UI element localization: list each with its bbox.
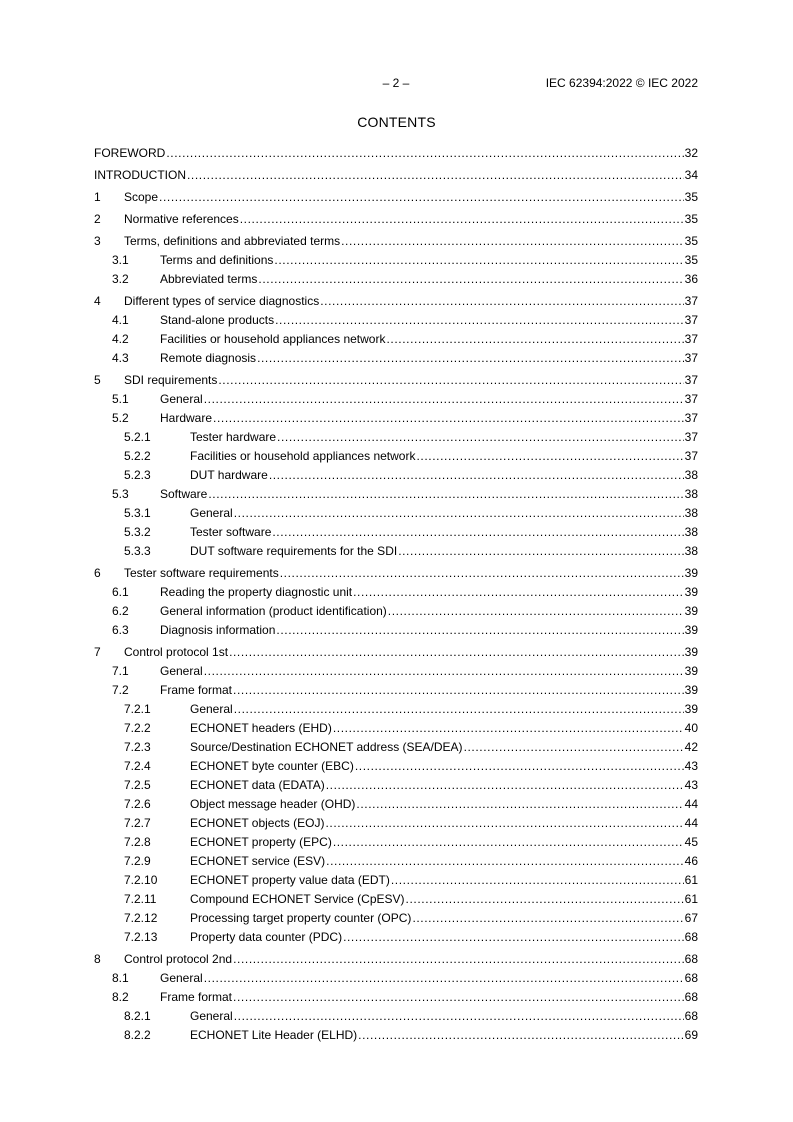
document-reference: IEC 62394:2022 © IEC 2022 [545, 76, 698, 90]
toc-entry-title[interactable]: Reading the property diagnostic unit [160, 585, 353, 599]
toc-dot-leader [166, 146, 683, 160]
toc-dot-leader [326, 854, 684, 868]
toc-dot-leader [204, 664, 684, 678]
toc-entry-title[interactable]: ECHONET headers (EHD) [190, 721, 332, 735]
toc-entry[interactable] [94, 759, 698, 773]
toc-dot-leader [341, 234, 684, 248]
toc-entry-page[interactable]: 39 [684, 702, 698, 716]
toc-dot-leader [386, 332, 683, 346]
toc-entry[interactable] [94, 234, 698, 248]
toc-entry-page[interactable]: 68 [684, 930, 698, 944]
toc-entry-title[interactable]: General information (product identification) [160, 604, 387, 618]
toc-entry-number: 5.2.3 [124, 468, 151, 482]
toc-entry-title[interactable]: Terms, definitions and abbreviated terms [124, 234, 341, 248]
toc-entry-number: 7.2 [112, 683, 129, 697]
toc-entry-title[interactable]: Tester software requirements [124, 566, 279, 580]
toc-entry-page[interactable]: 68 [684, 1009, 698, 1023]
toc-entry[interactable] [94, 683, 698, 697]
toc-entry-page[interactable]: 68 [684, 990, 698, 1004]
toc-dot-leader [208, 487, 683, 501]
toc-entry[interactable] [94, 525, 698, 539]
toc-entry-number: 3.1 [112, 253, 129, 267]
toc-entry-title[interactable]: ECHONET data (EDATA) [190, 778, 325, 792]
toc-dot-leader [204, 971, 684, 985]
toc-entry-page[interactable]: 35 [684, 253, 698, 267]
toc-entry-number: 7.2.7 [124, 816, 151, 830]
toc-entry-page[interactable]: 44 [684, 816, 698, 830]
toc-entry-title[interactable]: Hardware [160, 411, 213, 425]
toc-entry-title[interactable]: General [160, 971, 203, 985]
page-header [94, 76, 698, 92]
toc-entry-title[interactable]: ECHONET property (EPC) [190, 835, 332, 849]
toc-entry-number: 5 [94, 373, 101, 387]
toc-dot-leader [320, 294, 683, 308]
toc-entry-page[interactable]: 37 [684, 392, 698, 406]
toc-entry[interactable] [94, 778, 698, 792]
toc-entry[interactable] [94, 623, 698, 637]
toc-dot-leader [272, 525, 683, 539]
toc-dot-leader [353, 585, 684, 599]
toc-entry-page[interactable]: 37 [684, 411, 698, 425]
toc-entry-page[interactable]: 37 [684, 351, 698, 365]
toc-entry-page[interactable]: 39 [684, 645, 698, 659]
toc-dot-leader [412, 911, 683, 925]
toc-entry[interactable] [94, 168, 698, 182]
toc-entry-page[interactable]: 39 [684, 623, 698, 637]
toc-entry-page[interactable]: 38 [684, 506, 698, 520]
toc-entry-title[interactable]: Stand-alone products [160, 313, 275, 327]
contents-title: CONTENTS [357, 114, 436, 130]
page-number-text: – 2 – [382, 76, 410, 90]
toc-entry[interactable] [94, 721, 698, 735]
toc-entry-number: 7.2.4 [124, 759, 151, 773]
toc-entry-number: 7 [94, 645, 101, 659]
toc-dot-leader [355, 759, 684, 773]
toc-entry-page[interactable]: 34 [684, 168, 698, 182]
toc-entry-number: 7.2.13 [124, 930, 158, 944]
toc-dot-leader [464, 740, 684, 754]
toc-dot-leader [233, 683, 684, 697]
toc-entry-title[interactable]: ECHONET service (ESV) [190, 854, 326, 868]
toc-entry-page[interactable]: 38 [684, 468, 698, 482]
toc-entry-title[interactable]: General [190, 702, 233, 716]
toc-dot-leader [343, 930, 684, 944]
toc-dot-leader [204, 392, 684, 406]
toc-entry-title[interactable]: Frame format [160, 990, 233, 1004]
toc-entry-number: 8.2 [112, 990, 129, 1004]
toc-entry-page[interactable]: 44 [684, 797, 698, 811]
toc-dot-leader [280, 566, 684, 580]
toc-entry-page[interactable]: 67 [684, 911, 698, 925]
toc-entry-number: 4.3 [112, 351, 129, 365]
toc-entry-title[interactable]: SDI requirements [124, 373, 218, 387]
toc-entry-number: 5.3.3 [124, 544, 151, 558]
toc-entry-page[interactable]: 43 [684, 778, 698, 792]
toc-entry-title[interactable]: Processing target property counter (OPC) [190, 911, 412, 925]
toc-entry-title[interactable]: ECHONET Lite Header (ELHD) [190, 1028, 358, 1042]
toc-entry-number: 5.3 [112, 487, 129, 501]
toc-entry-title[interactable]: Frame format [160, 683, 233, 697]
toc-dot-leader [234, 1009, 684, 1023]
toc-entry-number: 4.2 [112, 332, 129, 346]
toc-entry-number: 3 [94, 234, 101, 248]
toc-dot-leader [258, 272, 683, 286]
toc-entry-number: 7.2.12 [124, 911, 158, 925]
toc-dot-leader [406, 892, 684, 906]
toc-entry[interactable] [94, 854, 698, 868]
toc-entry[interactable] [94, 971, 698, 985]
toc-entry[interactable] [94, 313, 698, 327]
toc-entry-number: 5.3.2 [124, 525, 151, 539]
toc-dot-leader [229, 645, 684, 659]
toc-dot-leader [233, 952, 684, 966]
toc-entry-title[interactable]: General [160, 392, 203, 406]
toc-entry[interactable] [94, 645, 698, 659]
toc-entry-title[interactable]: Normative references [124, 212, 239, 226]
toc-entry-title[interactable]: ECHONET objects (EOJ) [190, 816, 325, 830]
toc-entry[interactable] [94, 411, 698, 425]
toc-entry-number: 6.3 [112, 623, 129, 637]
toc-entry-number: 5.1 [112, 392, 129, 406]
toc-entry-page[interactable]: 46 [684, 854, 698, 868]
toc-entry-number: 6.2 [112, 604, 129, 618]
toc-entry-number: 2 [94, 212, 101, 226]
toc-entry-number: 7.2.11 [124, 892, 157, 906]
toc-entry-number: 7.2.10 [124, 873, 158, 887]
toc-dot-leader [391, 873, 684, 887]
toc-entry[interactable] [94, 1009, 698, 1023]
toc-entry-number: 4 [94, 294, 101, 308]
toc-entry[interactable] [94, 990, 698, 1004]
toc-entry-page[interactable]: 69 [684, 1028, 698, 1042]
toc-entry-page[interactable]: 61 [684, 892, 698, 906]
toc-entry[interactable] [94, 664, 698, 678]
toc-dot-leader [218, 373, 683, 387]
toc-dot-leader [326, 778, 684, 792]
toc-dot-leader [325, 816, 683, 830]
toc-entry[interactable] [94, 351, 698, 365]
toc-entry-title[interactable]: Facilities or household appliances network [190, 449, 416, 463]
toc-entry-number: 5.2 [112, 411, 129, 425]
toc-dot-leader [233, 990, 684, 1004]
toc-entry[interactable] [94, 544, 698, 558]
toc-entry-number: 7.2.5 [124, 778, 151, 792]
toc-entry-page[interactable]: 37 [684, 332, 698, 346]
toc-entry-page[interactable]: 45 [684, 835, 698, 849]
toc-dot-leader [187, 168, 684, 182]
toc-entry[interactable] [94, 604, 698, 618]
toc-dot-leader [358, 1028, 683, 1042]
toc-entry-page[interactable]: 39 [684, 664, 698, 678]
toc-entry[interactable] [94, 373, 698, 387]
toc-dot-leader [159, 190, 684, 204]
toc-entry-page[interactable]: 68 [684, 952, 698, 966]
toc-entry-page[interactable]: 37 [684, 294, 698, 308]
toc-dot-leader [356, 797, 683, 811]
toc-entry-number: 8.2.2 [124, 1028, 151, 1042]
toc-entry-page[interactable]: 37 [684, 430, 698, 444]
toc-entry-number: 7.2.8 [124, 835, 151, 849]
toc-entry-page[interactable]: 68 [684, 971, 698, 985]
toc-entry-number: 5.3.1 [124, 506, 151, 520]
toc-entry[interactable] [94, 892, 698, 906]
toc-entry-title[interactable]: Control protocol 1st [124, 645, 229, 659]
toc-dot-leader [269, 468, 684, 482]
toc-dot-leader [388, 604, 684, 618]
toc-dot-leader [275, 313, 684, 327]
toc-entry-title[interactable]: Software [160, 487, 208, 501]
toc-dot-leader [257, 351, 684, 365]
toc-dot-leader [398, 544, 683, 558]
toc-entry[interactable] [94, 930, 698, 944]
toc-entry-title[interactable]: FOREWORD [94, 146, 166, 160]
toc-entry[interactable] [94, 952, 698, 966]
toc-entry-page[interactable]: 35 [684, 234, 698, 248]
toc-entry-number: 7.2.3 [124, 740, 151, 754]
toc-entry-number: 1 [94, 190, 101, 204]
toc-entry-number: 6.1 [112, 585, 129, 599]
toc-entry-title[interactable]: Tester software [190, 525, 272, 539]
toc-entry-title[interactable]: Scope [124, 190, 159, 204]
toc-entry-title[interactable]: Diagnosis information [160, 623, 276, 637]
toc-entry-number: 4.1 [112, 313, 129, 327]
toc-entry[interactable] [94, 146, 698, 160]
toc-dot-leader [416, 449, 683, 463]
toc-dot-leader [276, 623, 683, 637]
toc-entry-number: 7.2.2 [124, 721, 151, 735]
toc-entry-number: 3.2 [112, 272, 129, 286]
toc-entry-page[interactable]: 37 [684, 373, 698, 387]
toc-entry-number: 6 [94, 566, 101, 580]
toc-dot-leader [234, 506, 684, 520]
toc-entry-title[interactable]: Different types of service diagnostics [124, 294, 320, 308]
toc-entry[interactable] [94, 332, 698, 346]
table-of-contents [94, 146, 698, 1042]
toc-dot-leader [240, 212, 684, 226]
toc-entry-title[interactable]: ECHONET byte counter (EBC) [190, 759, 354, 773]
toc-entry-page[interactable]: 40 [684, 721, 698, 735]
toc-entry-page[interactable]: 43 [684, 759, 698, 773]
toc-entry[interactable] [94, 873, 698, 887]
toc-entry-title[interactable]: Source/Destination ECHONET address (SEA/DEA) [190, 740, 463, 754]
toc-entry[interactable] [94, 740, 698, 754]
toc-entry-title[interactable]: General [190, 506, 233, 520]
toc-entry-page[interactable]: 37 [684, 449, 698, 463]
toc-entry-title[interactable]: ECHONET property value data (EDT) [190, 873, 390, 887]
toc-dot-leader [333, 721, 684, 735]
toc-entry[interactable] [94, 294, 698, 308]
toc-entry[interactable] [94, 835, 698, 849]
toc-dot-leader [213, 411, 684, 425]
toc-entry-page[interactable]: 39 [684, 585, 698, 599]
toc-entry-title[interactable]: Tester hardware [190, 430, 277, 444]
toc-entry-page[interactable]: 35 [684, 212, 698, 226]
toc-entry-title[interactable]: Property data counter (PDC) [190, 930, 343, 944]
toc-entry[interactable] [94, 392, 698, 406]
toc-entry[interactable] [94, 272, 698, 286]
toc-entry-number: 8.1 [112, 971, 129, 985]
toc-entry-title[interactable]: Terms and definitions [160, 253, 274, 267]
toc-entry-number: 7.2.1 [124, 702, 151, 716]
toc-entry[interactable] [94, 487, 698, 501]
toc-entry-title[interactable]: Compound ECHONET Service (CpESV) [190, 892, 405, 906]
toc-entry-page[interactable]: 61 [684, 873, 698, 887]
toc-entry-number: 7.2.6 [124, 797, 151, 811]
toc-entry-page[interactable]: 37 [684, 313, 698, 327]
toc-entry[interactable] [94, 702, 698, 716]
toc-entry-page[interactable]: 38 [684, 544, 698, 558]
toc-entry[interactable] [94, 253, 698, 267]
toc-entry-number: 7.2.9 [124, 854, 151, 868]
toc-entry[interactable] [94, 566, 698, 580]
toc-entry[interactable] [94, 212, 698, 226]
toc-entry-title[interactable]: Control protocol 2nd [124, 952, 233, 966]
toc-entry[interactable] [94, 190, 698, 204]
toc-entry-title[interactable]: INTRODUCTION [94, 168, 186, 182]
toc-entry[interactable] [94, 449, 698, 463]
toc-entry-page[interactable]: 32 [684, 146, 698, 160]
toc-entry[interactable] [94, 797, 698, 811]
toc-entry-number: 8 [94, 952, 101, 966]
toc-entry-page[interactable]: 38 [684, 487, 698, 501]
toc-entry-page[interactable]: 42 [684, 740, 698, 754]
toc-entry-number: 8.2.1 [124, 1009, 151, 1023]
toc-entry-number: 7.1 [112, 664, 129, 678]
toc-entry-page[interactable]: 39 [684, 683, 698, 697]
toc-entry-number: 5.2.2 [124, 449, 151, 463]
toc-dot-leader [234, 702, 684, 716]
toc-entry-page[interactable]: 38 [684, 525, 698, 539]
toc-entry-title[interactable]: Object message header (OHD) [190, 797, 356, 811]
toc-entry-page[interactable]: 36 [684, 272, 698, 286]
toc-entry-title[interactable]: DUT software requirements for the SDI [190, 544, 398, 558]
toc-entry-number: 5.2.1 [124, 430, 151, 444]
toc-entry[interactable] [94, 911, 698, 925]
toc-entry-title[interactable]: Abbreviated terms [160, 272, 258, 286]
toc-entry-title[interactable]: Remote diagnosis [160, 351, 257, 365]
toc-entry[interactable] [94, 816, 698, 830]
toc-entry[interactable] [94, 585, 698, 599]
toc-entry-title[interactable]: General [190, 1009, 233, 1023]
toc-entry-page[interactable]: 35 [684, 190, 698, 204]
toc-entry-title[interactable]: DUT hardware [190, 468, 268, 482]
toc-entry[interactable] [94, 430, 698, 444]
toc-dot-leader [274, 253, 683, 267]
toc-entry[interactable] [94, 506, 698, 520]
toc-dot-leader [277, 430, 684, 444]
toc-entry[interactable] [94, 1028, 698, 1042]
toc-entry[interactable] [94, 468, 698, 482]
toc-entry-title[interactable]: General [160, 664, 203, 678]
toc-dot-leader [333, 835, 684, 849]
toc-entry-page[interactable]: 39 [684, 604, 698, 618]
toc-entry-title[interactable]: Facilities or household appliances network [160, 332, 386, 346]
toc-entry-page[interactable]: 39 [684, 566, 698, 580]
